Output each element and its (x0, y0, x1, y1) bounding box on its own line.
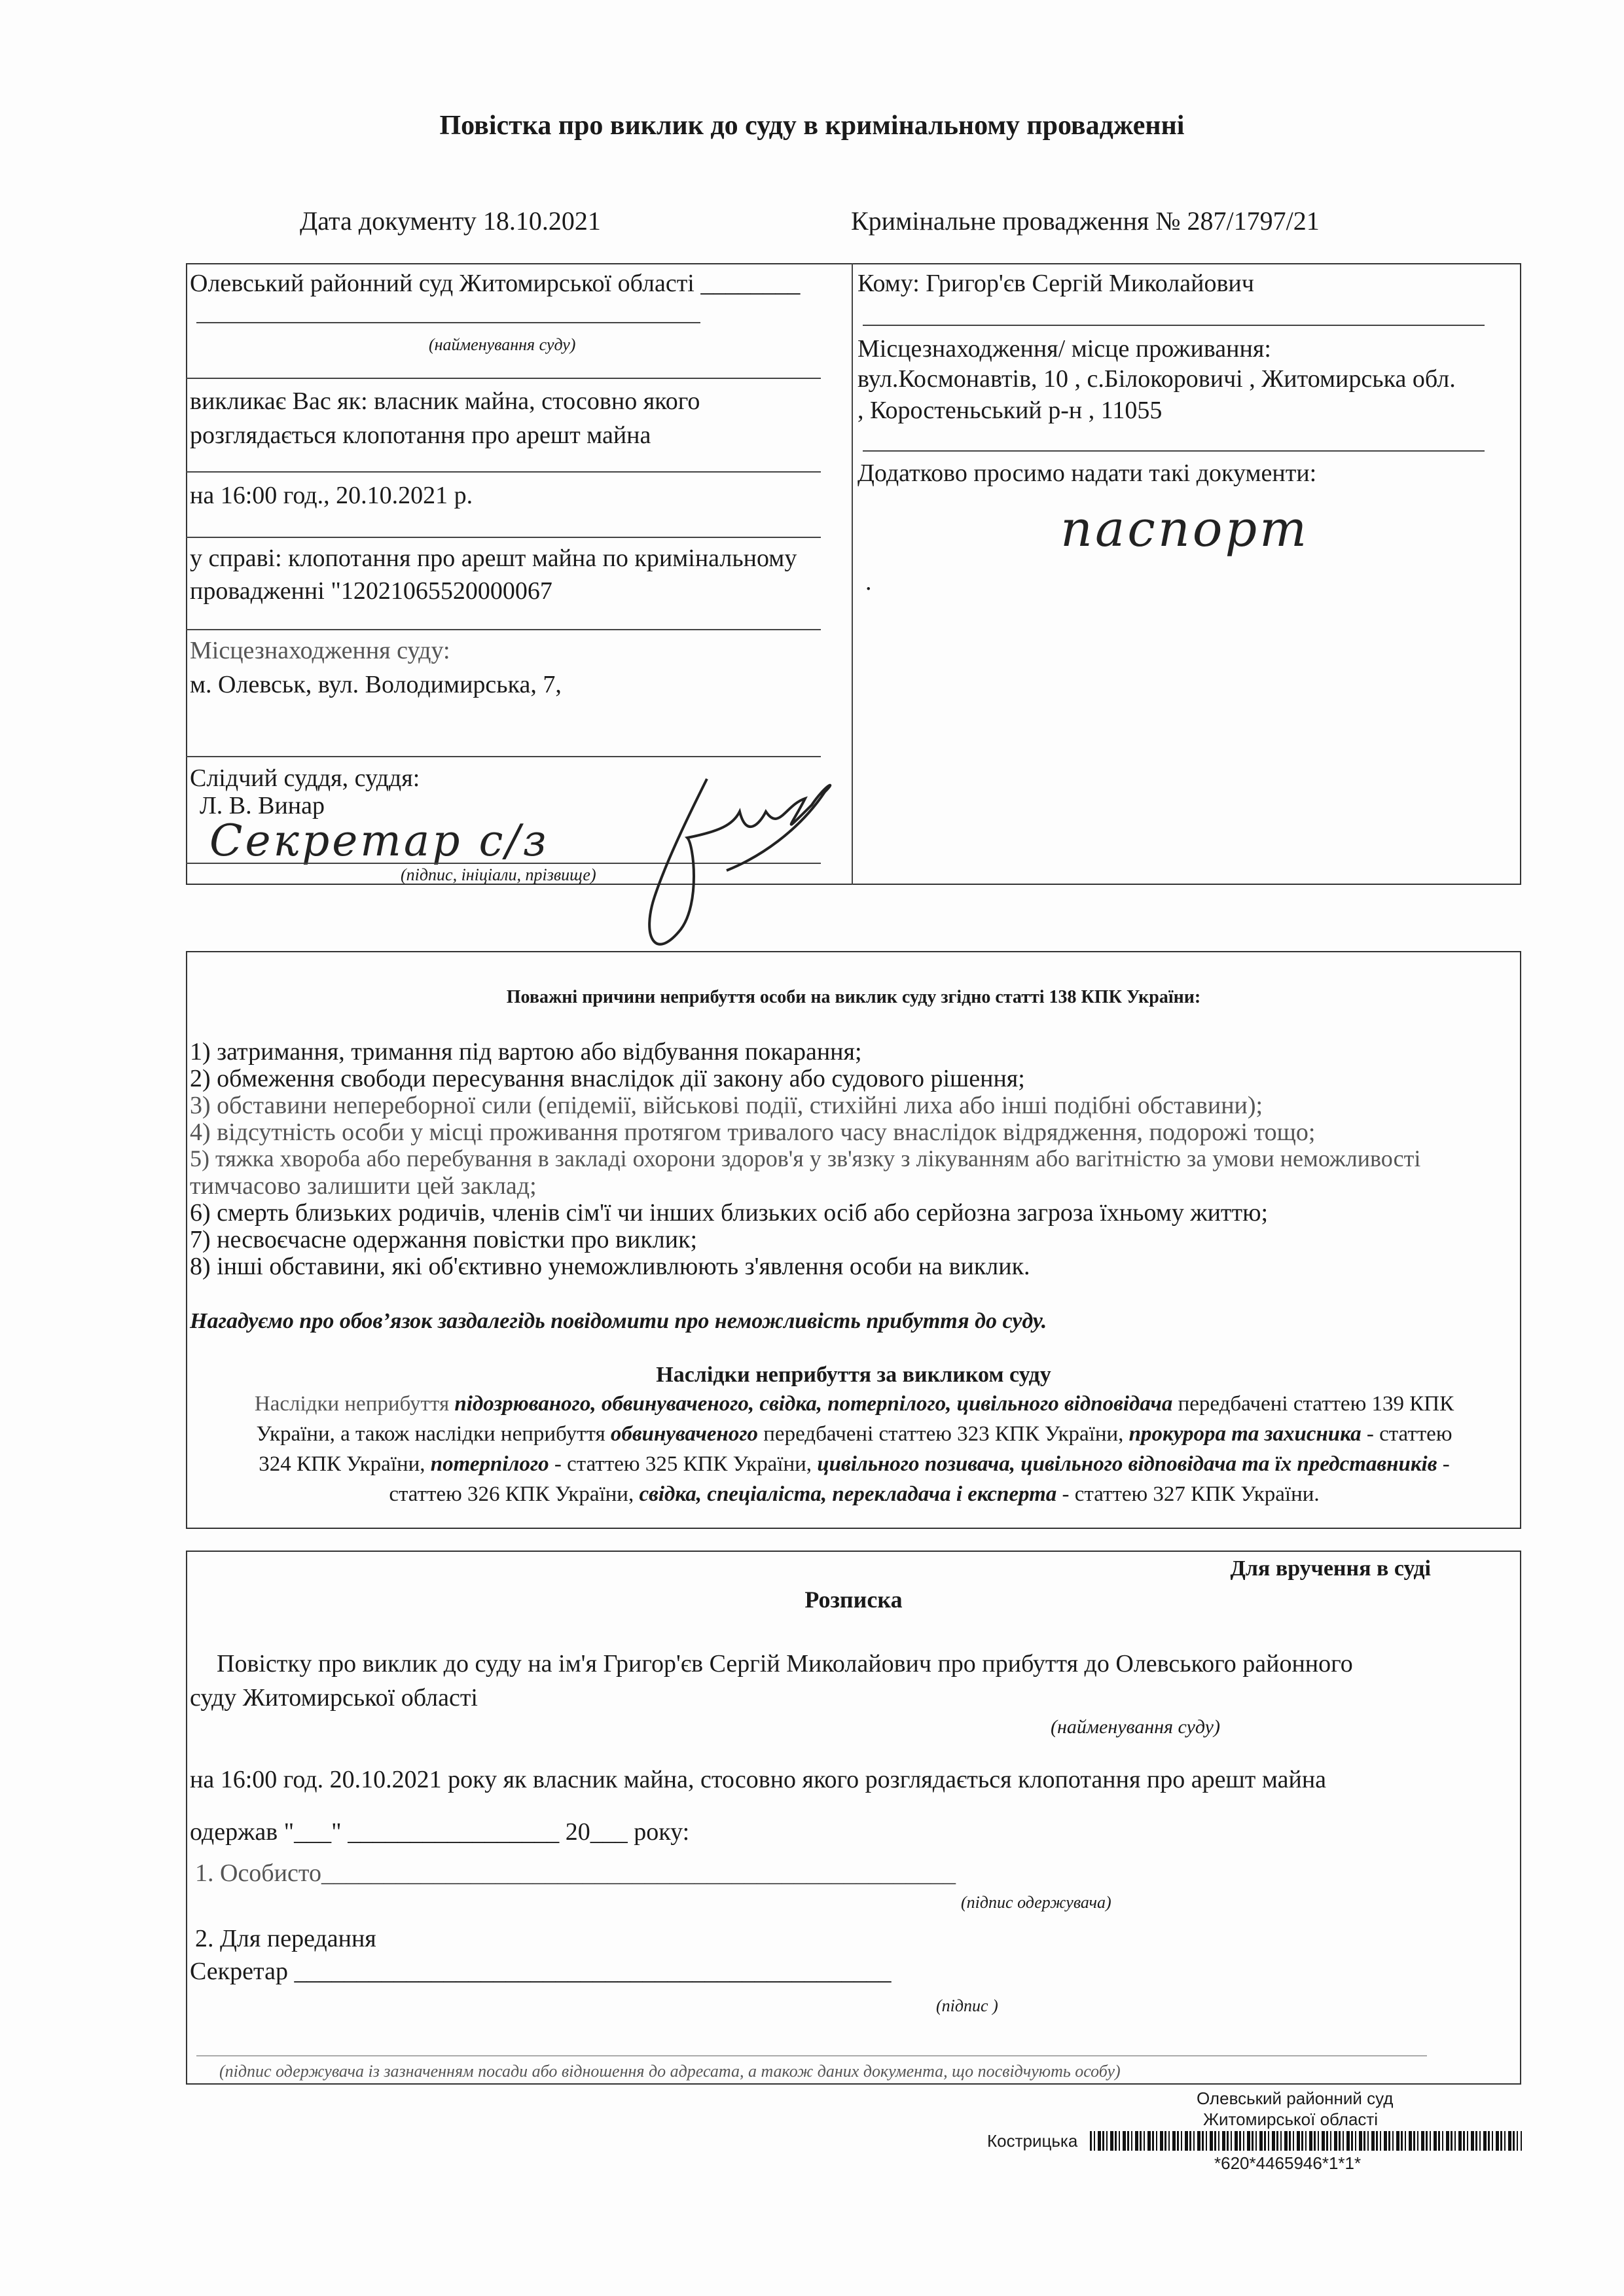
consequences-heading: Наслідки неприбуття за викликом суду (656, 1363, 1051, 1387)
case-number: Кримінальне провадження № 287/1797/21 (851, 206, 1320, 236)
court-location-label: Місцезнаходження суду: (190, 637, 450, 664)
court-caption: (найменування суду) (429, 335, 576, 354)
clerk-name: Кострицька (987, 2131, 1078, 2151)
address-line1: вул.Космонавтів, 10 , с.Білокоровичі , Житомирська обл. (857, 365, 1456, 393)
barcode (1090, 2131, 1522, 2151)
divider (186, 378, 821, 379)
divider (186, 537, 821, 538)
reason-item: 2) обмеження свободи пересування внаслідок дії закону або судового рішення; (190, 1065, 1025, 1092)
matter-line1: у справі: клопотання про арешт майна по кримінальному (190, 545, 797, 572)
reason-item: 1) затримання, тримання під вартою або відбування покарання; (190, 1038, 862, 1066)
stray-dot: . (865, 568, 872, 596)
reasons-heading: Поважні причини неприбуття особи на виклик суду згідно статті 138 КПК України: (506, 987, 1201, 1007)
signature-caption: (підпис, ініціали, прізвище) (401, 865, 596, 884)
secretary-signature-field: Секретар ________________________________________________ (190, 1958, 892, 1985)
hearing-time: на 16:00 год., 20.10.2021 р. (190, 482, 473, 509)
court-location: м. Олевськ, вул. Володимирська, 7, (190, 671, 562, 698)
consequences-line: статтею 326 КПК України, свідка, спеціаліста, перекладача і експерта - статтею 327 КПК України. (389, 1482, 1320, 1506)
judge-signature (628, 766, 851, 962)
reminder: Нагадуємо про обов’язок заздалегідь повідомити про неможливість прибуття до суду. (190, 1309, 1047, 1333)
received-date-field: одержав "___" _________________ 20___ року: (190, 1818, 690, 1846)
matter-line2: провадженні "12021065520000067 (190, 577, 552, 605)
recipient-name: Кому: Григор'єв Сергій Миколайович (857, 270, 1254, 297)
divider (186, 756, 821, 757)
barcode-text: *620*4465946*1*1* (1214, 2153, 1362, 2173)
receipt-line3: на 16:00 год. 20.10.2021 року як власник майна, стосовно якого розглядається клопотання про арешт майна (190, 1766, 1327, 1793)
divider (186, 629, 821, 630)
address-label: Місцезнаходження/ місце проживання: (857, 335, 1271, 363)
footer-caption: (підпис одержувача із зазначенням посади або відношення до адресата, а також даних документа, що посвідчують особу) (219, 2062, 1121, 2081)
divider (196, 322, 700, 323)
summoned-as-line1: викликає Вас як: власник майна, стосовно якого (190, 387, 700, 415)
document-date: Дата документу 18.10.2021 (300, 206, 601, 236)
reason-item: 6) смерть близьких родичів, членів сім'ї чи інших близьких осіб або серйозна загроза їхньому життю; (190, 1199, 1269, 1227)
reason-item: 7) несвоєчасне одержання повістки про виклик; (190, 1226, 698, 1253)
reason-item: 4) відсутність особи у місці проживання протягом тривалого часу внаслідок відрядження, подорожі тощо; (190, 1119, 1316, 1146)
judge-name: Л. В. Винар (200, 792, 325, 819)
divider (196, 2055, 1427, 2056)
handwritten-secretary-note: Секретар с/з (209, 816, 549, 866)
receipt-court-caption: (найменування суду) (1051, 1716, 1220, 1738)
reason-item: 5) тяжка хвороба або перебування в закладі охорони здоров'я у зв'язку з лікуванням або вагітністю за умови неможливості (190, 1145, 1421, 1172)
address-line2: , Коростеньський р-н , 11055 (857, 397, 1163, 424)
reason-item: 3) обставини непереборної сили (епідемії, військові події, стихійні лиха або інші подібні обставини); (190, 1092, 1263, 1119)
consequences-line: 324 КПК України, потерпілого - статтею 325 КПК України, цивільного позивача, цивільного відповідача та їх представників - (259, 1452, 1450, 1476)
receipt-box (186, 1551, 1521, 2085)
for-court-label: Для вручення в суді (1230, 1556, 1431, 1581)
consequences-paragraph (190, 1389, 1519, 1509)
consequences-line: Наслідки неприбуття підозрюваного, обвинуваченого, свідка, потерпілого, цивільного відповідача передбачені статтею 139 КПК (254, 1392, 1454, 1416)
handwritten-documents: паспорт (1060, 499, 1310, 558)
personal-signature-caption: (підпис одержувача) (961, 1893, 1111, 1912)
divider (863, 450, 1485, 452)
stamp-court-line1: Олевський районний суд (1197, 2089, 1394, 2108)
divider (863, 325, 1485, 326)
transfer-label: 2. Для передання (195, 1925, 376, 1952)
judge-label: Слідчий суддя, суддя: (190, 764, 420, 792)
secretary-signature-caption: (підпис ) (936, 1996, 998, 2015)
divider (186, 471, 821, 473)
receipt-line2: суду Житомирської області (190, 1684, 478, 1712)
receipt-title: Розписка (804, 1587, 903, 1613)
personal-signature-field: 1. Особисто___________________________________________________ (195, 1859, 956, 1887)
stamp-court-line2: Житомирської області (1203, 2109, 1379, 2129)
summoned-as-line2: розглядається клопотання про арешт майна (190, 422, 651, 449)
court-name: Олевський районний суд Житомирської області ________ (190, 270, 801, 297)
page-title: Повістка про виклик до суду в кримінальному провадженні (439, 111, 1185, 141)
reason-item: 8) інші обставини, які об'єктивно унеможливлюють з'явлення особи на виклик. (190, 1253, 1030, 1280)
reason-item: тимчасово залишити цей заклад; (190, 1172, 537, 1200)
documents-label: Додатково просимо надати такі документи: (857, 459, 1317, 487)
receipt-line1: Повістку про виклик до суду на ім'я Григор'єв Сергій Миколайович про прибуття до Олевського районного (217, 1650, 1353, 1677)
summons-divider (852, 263, 853, 885)
consequences-line: України, а також наслідки неприбуття обвинуваченого передбачені статтею 323 КПК України, прокурора та захисника - статтею (256, 1422, 1453, 1446)
